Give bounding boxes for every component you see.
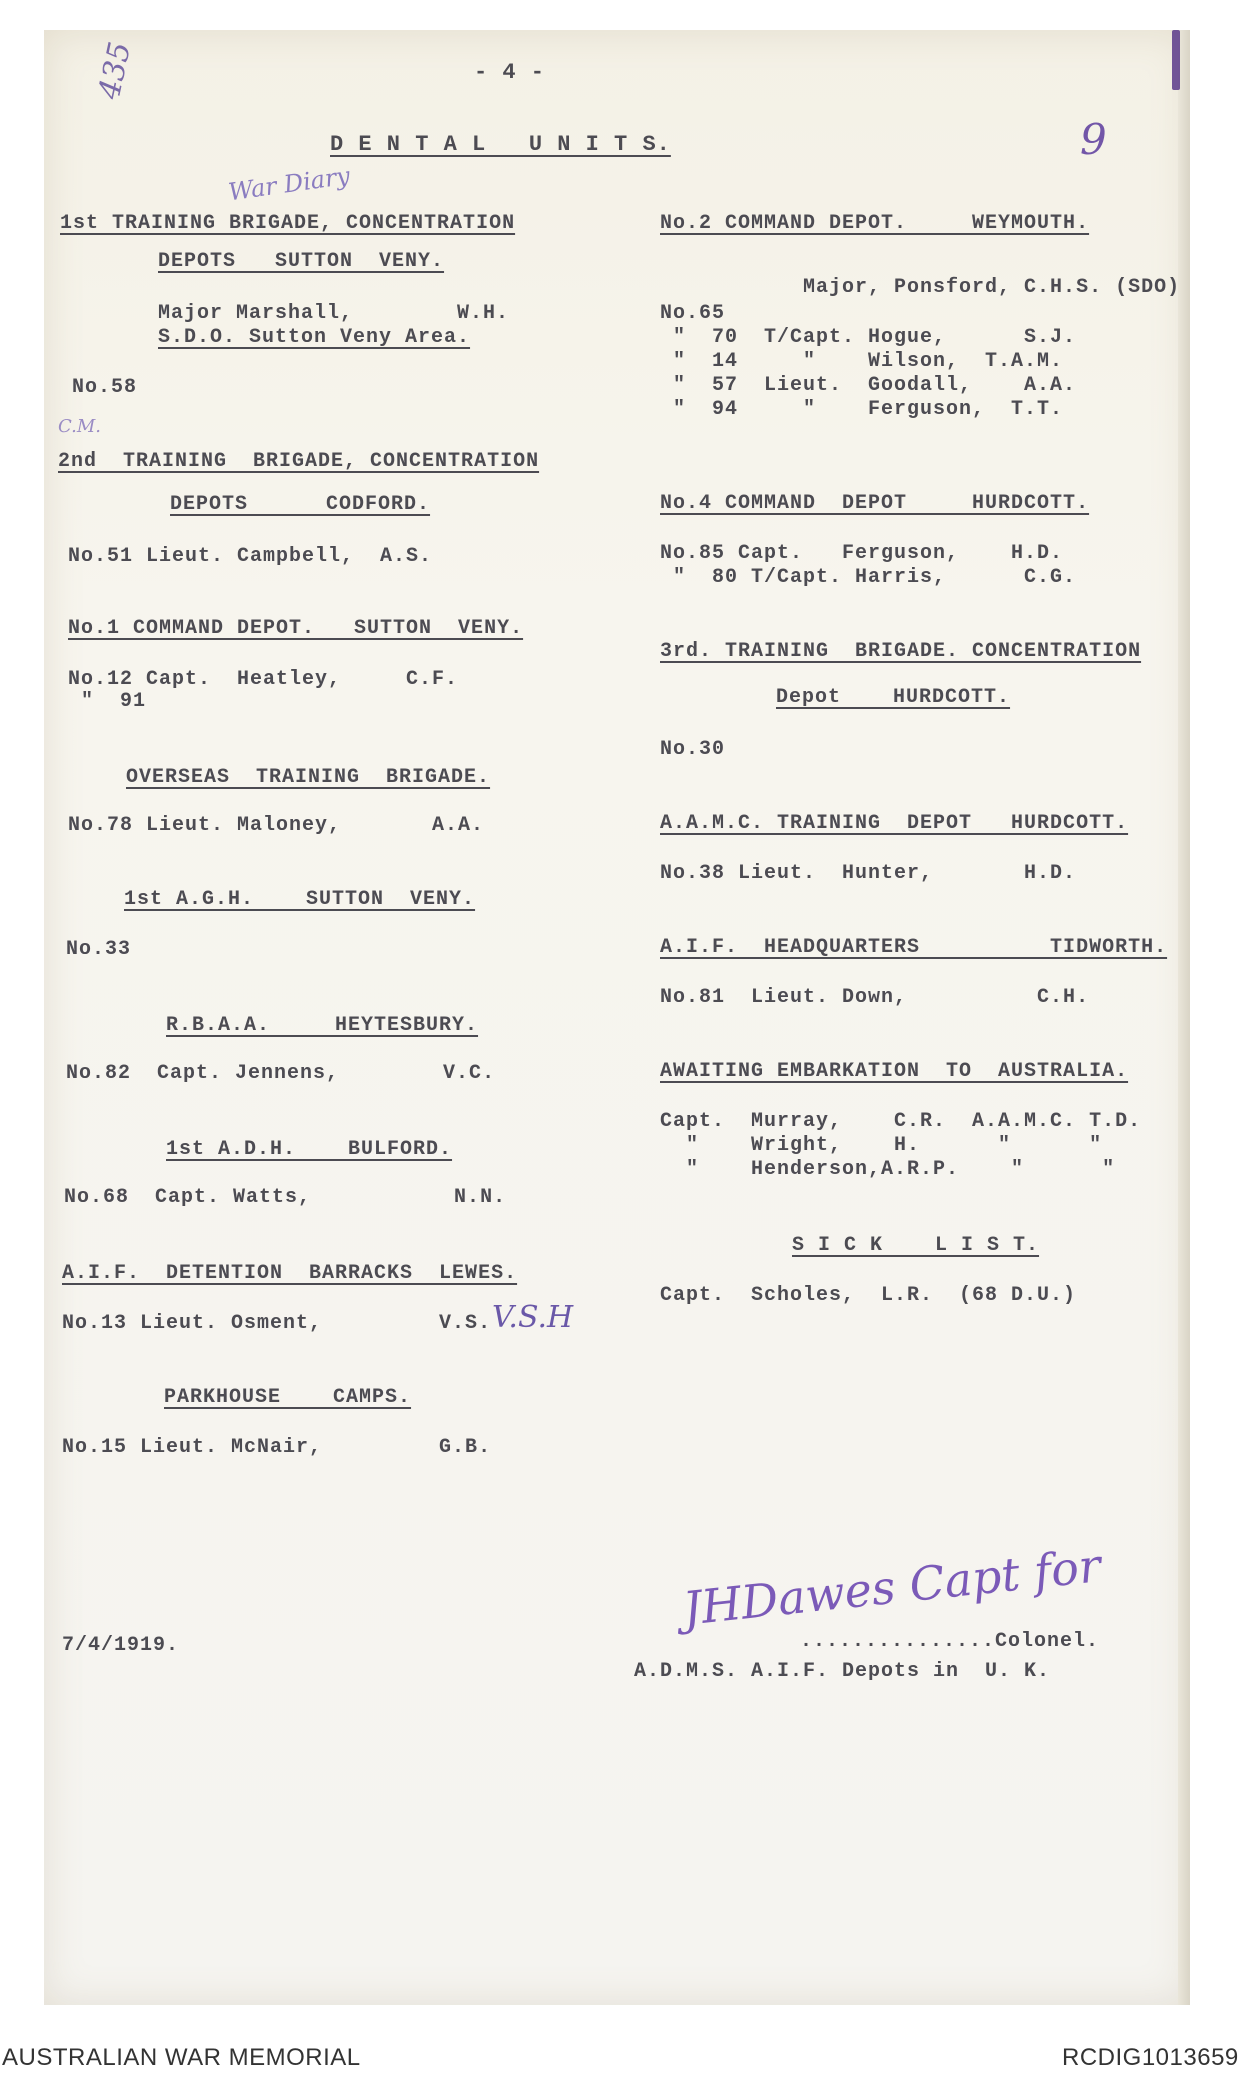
section-heading: 1st A.D.H. BULFORD. (166, 1138, 453, 1161)
margin-mark: C.M. (58, 416, 102, 437)
section-heading: No.4 COMMAND DEPOT HURDCOTT. (660, 492, 1090, 515)
document-date: 7/4/1919. (62, 1634, 180, 1657)
folio-number: 9 (1080, 115, 1107, 164)
handwritten-signature: JHDawes Capt for (680, 1538, 1104, 1636)
section-heading: No.1 COMMAND DEPOT. SUTTON VENY. (68, 617, 524, 640)
page-edge (1178, 30, 1190, 2005)
unit-entry: " 70 T/Capt. Hogue, S.J. (660, 326, 1077, 349)
section-heading: A.A.M.C. TRAINING DEPOT HURDCOTT. (660, 812, 1129, 835)
section-heading: Depot HURDCOTT. (776, 686, 1011, 709)
unit-entry: No.15 Lieut. McNair, G.B. (62, 1436, 492, 1459)
unit-entry: " Wright, H. " " (660, 1134, 1103, 1157)
unit-entry: No.13 Lieut. Osment, V.S. (62, 1312, 492, 1335)
unit-entry: No.82 Capt. Jennens, V.C. (66, 1062, 496, 1085)
unit-entry: No.81 Lieut. Down, C.H. (660, 986, 1090, 1009)
unit-entry: " 91 (68, 690, 147, 713)
signature-line: ...............Colonel. (800, 1630, 1100, 1653)
unit-entry: " 94 " Ferguson, T.T. (660, 398, 1064, 421)
section-heading: DEPOTS CODFORD. (170, 493, 431, 516)
section-heading: OVERSEAS TRAINING BRIGADE. (126, 766, 491, 789)
unit-entry: Major, Ponsford, C.H.S. (SDO) (660, 276, 1181, 299)
archive-number: 435 (92, 38, 139, 103)
unit-entry: No.78 Lieut. Maloney, A.A. (68, 814, 485, 837)
unit-entry: No.85 Capt. Ferguson, H.D. (660, 542, 1064, 565)
unit-entry: Capt. Murray, C.R. A.A.M.C. T.D. (660, 1110, 1142, 1133)
section-heading: A.I.F. HEADQUARTERS TIDWORTH. (660, 936, 1168, 959)
signature-title: A.D.M.S. A.I.F. Depots in U. K. (634, 1660, 1051, 1683)
unit-entry: No.38 Lieut. Hunter, H.D. (660, 862, 1077, 885)
section-heading: AWAITING EMBARKATION TO AUSTRALIA. (660, 1060, 1129, 1083)
unit-entry: No.12 Capt. Heatley, C.F. (68, 668, 459, 691)
unit-entry: " Henderson,A.R.P. " " (660, 1158, 1116, 1181)
section-heading: 1st A.G.H. SUTTON VENY. (124, 888, 476, 911)
sick-list-heading: S I C K L I S T. (792, 1234, 1040, 1257)
section-heading: A.I.F. DETENTION BARRACKS LEWES. (62, 1262, 518, 1285)
section-heading: DEPOTS SUTTON VENY. (158, 250, 445, 273)
unit-entry: No.68 Capt. Watts, N.N. (64, 1186, 507, 1209)
unit-entry: Capt. Scholes, L.R. (68 D.U.) (660, 1284, 1077, 1307)
unit-entry: No.51 Lieut. Campbell, A.S. (68, 545, 433, 568)
unit-entry: " 14 " Wilson, T.A.M. (660, 350, 1064, 373)
unit-entry: S.D.O. Sutton Veny Area. (158, 326, 471, 349)
document-title: D E N T A L U N I T S. (330, 132, 671, 157)
osment-annotation: V.S.H (492, 1300, 574, 1335)
section-heading: 1st TRAINING BRIGADE, CONCENTRATION (60, 212, 516, 235)
page-number: - 4 - (474, 60, 546, 85)
section-heading: No.2 COMMAND DEPOT. WEYMOUTH. (660, 212, 1090, 235)
section-heading: R.B.A.A. HEYTESBURY. (166, 1014, 479, 1037)
unit-entry: No.58 (72, 376, 138, 399)
footer-reference: RCDIG1013659 (1062, 2044, 1239, 2071)
section-heading: 3rd. TRAINING BRIGADE. CONCENTRATION (660, 640, 1142, 663)
unit-entry: No.30 (660, 738, 726, 761)
unit-entry: No.33 (66, 938, 132, 961)
section-heading: 2nd TRAINING BRIGADE, CONCENTRATION (58, 450, 540, 473)
footer-institution: AUSTRALIAN WAR MEMORIAL (2, 2044, 361, 2071)
unit-entry: " 57 Lieut. Goodall, A.A. (660, 374, 1077, 397)
unit-entry: " 80 T/Capt. Harris, C.G. (660, 566, 1077, 589)
section-heading: PARKHOUSE CAMPS. (164, 1386, 412, 1409)
war-diary-annotation: War Diary (226, 161, 352, 207)
unit-entry: No.65 (660, 302, 726, 325)
binder-mark (1172, 30, 1180, 90)
unit-entry: Major Marshall, W.H. (158, 302, 510, 325)
